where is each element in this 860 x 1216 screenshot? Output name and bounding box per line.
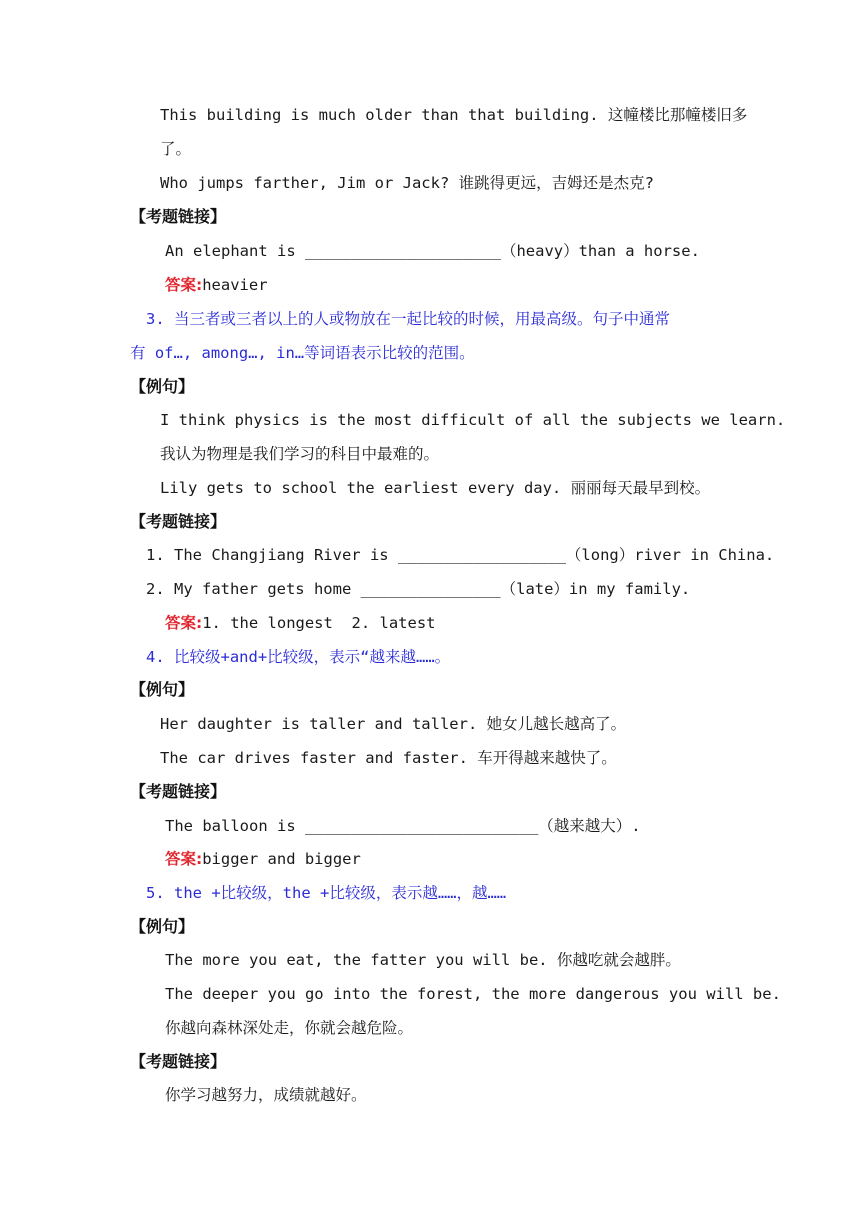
- section-heading: 【例句】: [130, 680, 195, 699]
- example-line: The car drives faster and faster. 车开得越来越快了。: [160, 749, 617, 767]
- answer-label: 答案:: [165, 276, 203, 294]
- section-heading: 【考题链接】: [130, 782, 227, 801]
- rule-text: 有 of…, among…, in…等词语表示比较的范围。: [130, 344, 475, 362]
- answer-text: 1. the longest 2. latest: [202, 614, 436, 632]
- exercise-line: An elephant is _____________________（heavy）than a horse.: [165, 242, 700, 260]
- example-line: Lily gets to school the earliest every day. 丽丽每天最早到校。: [160, 479, 711, 497]
- example-line: The deeper you go into the forest, the more dangerous you will be.: [165, 985, 781, 1003]
- section-heading: 【考题链接】: [130, 207, 227, 226]
- exercise-line: The balloon is _________________________（越来越大）.: [165, 817, 641, 835]
- example-line: I think physics is the most difficult of all the subjects we learn.: [160, 411, 786, 429]
- answer-line: [165, 613, 436, 633]
- exercise-line: 2. My father gets home _______________（late）in my family.: [146, 580, 691, 598]
- rule-text: 4. 比较级+and+比较级，表示“越来越……。: [146, 648, 451, 666]
- example-line: This building is much older than that building. 这幢楼比那幢楼旧多: [160, 106, 748, 124]
- example-line: 我认为物理是我们学习的科目中最难的。: [160, 445, 440, 463]
- section-heading: 【考题链接】: [130, 1052, 227, 1071]
- exercise-line: 你学习越努力，成绩就越好。: [165, 1086, 367, 1104]
- exercise-line: 1. The Changjiang River is __________________（long）river in China.: [146, 546, 775, 564]
- rule-text: 3. 当三者或三者以上的人或物放在一起比较的时候，用最高级。句子中通常: [146, 310, 670, 328]
- answer-text: heavier: [202, 276, 268, 294]
- section-heading: 【例句】: [130, 377, 195, 396]
- answer-line: [165, 849, 361, 869]
- example-line: 你越向森林深处走，你就会越危险。: [165, 1019, 414, 1037]
- answer-text: bigger and bigger: [202, 850, 361, 868]
- answer-line: [165, 275, 268, 295]
- section-heading: 【例句】: [130, 917, 195, 936]
- section-heading: 【考题链接】: [130, 512, 227, 531]
- example-line: Who jumps farther, Jim or Jack? 谁跳得更远，吉姆还是杰克?: [160, 174, 654, 192]
- example-line: Her daughter is taller and taller. 她女儿越长越高了。: [160, 715, 627, 733]
- example-line: The more you eat, the fatter you will be. 你越吃就会越胖。: [165, 951, 681, 969]
- answer-label: 答案:: [165, 850, 203, 868]
- answer-label: 答案:: [165, 614, 203, 632]
- example-line: 了。: [160, 140, 192, 158]
- rule-text: 5. the +比较级，the +比较级，表示越……，越……: [146, 884, 507, 902]
